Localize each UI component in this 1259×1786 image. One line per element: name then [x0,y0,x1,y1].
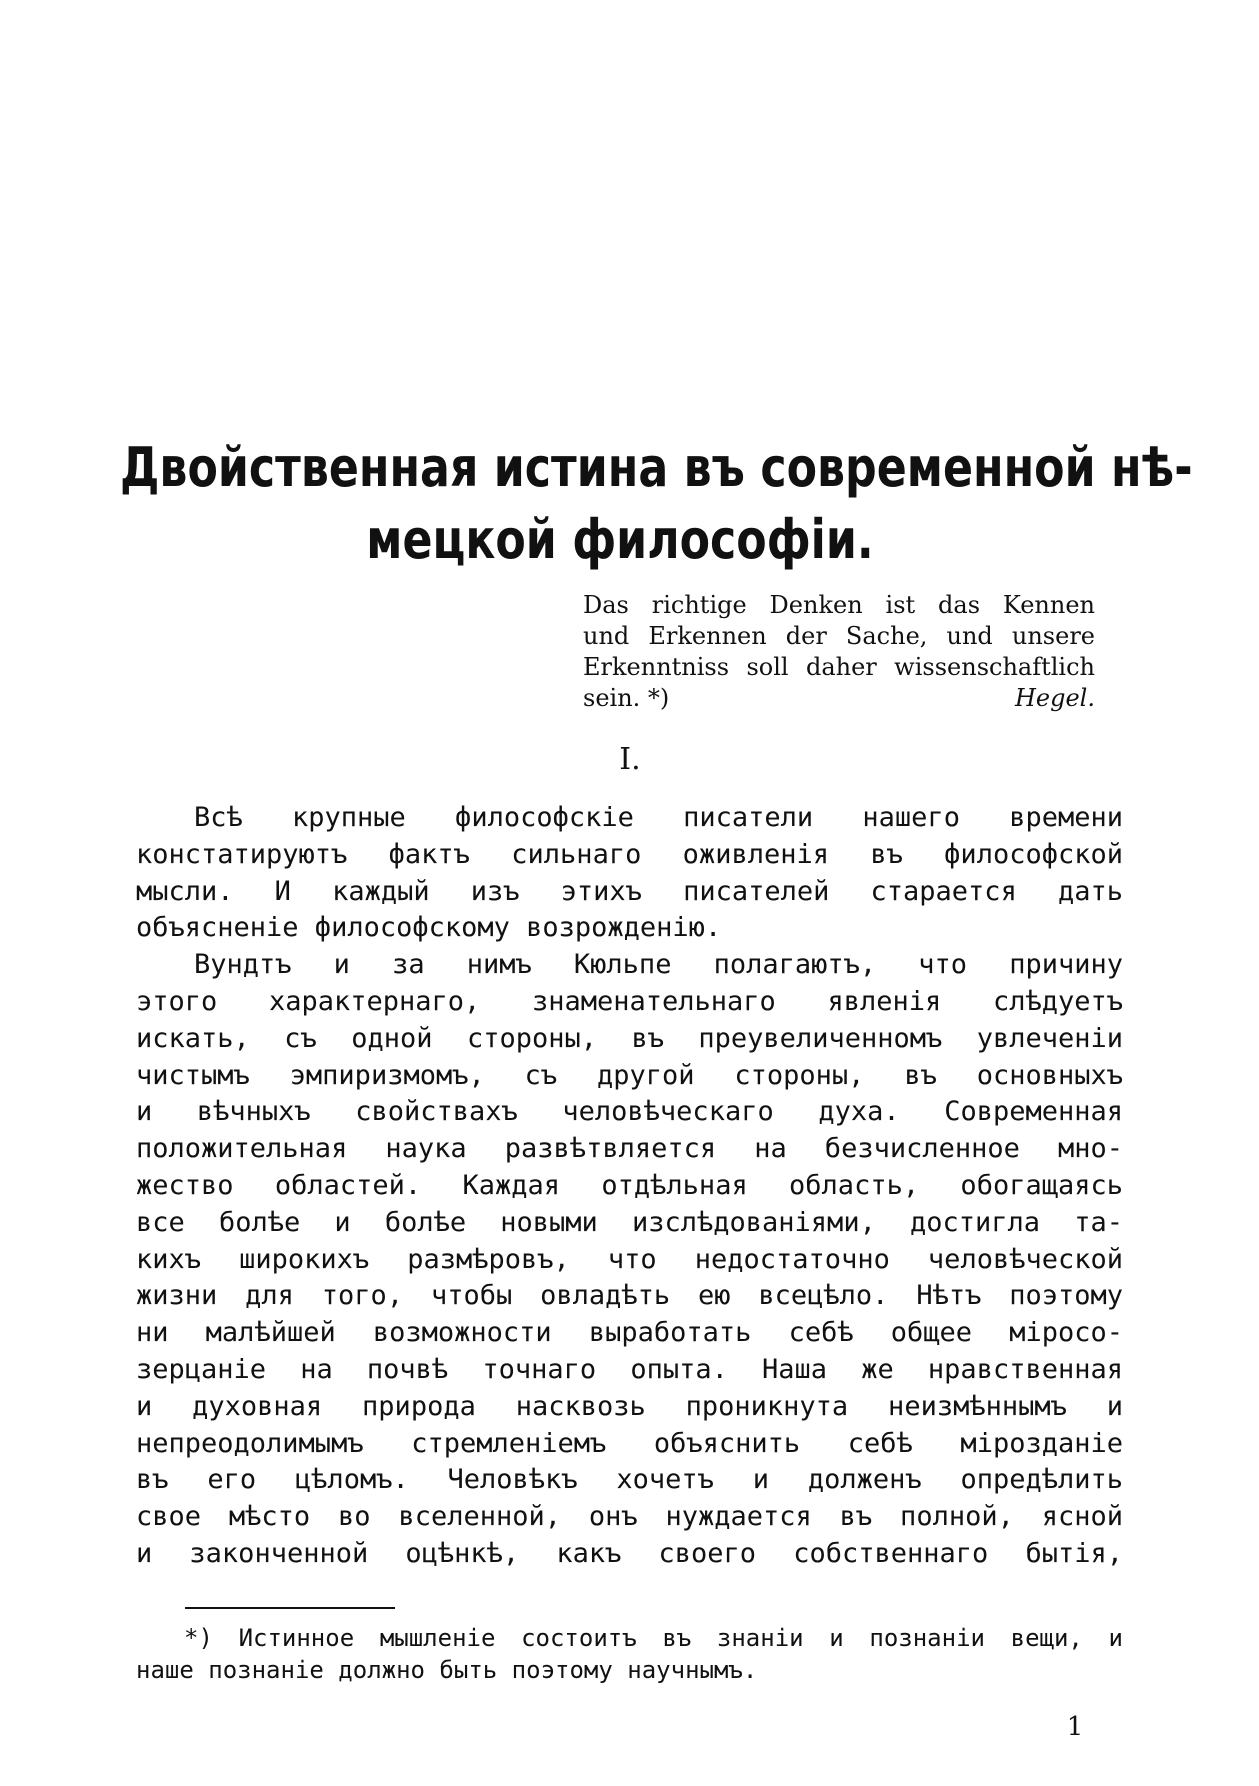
page-number: 1 [1066,1712,1084,1742]
epigraph-line: und Erkennen der Sache, und unsere [583,622,1095,650]
title-line-2: мецкой философіи. [366,508,874,571]
body-text [136,800,1123,1573]
body-line: объясненіе философскому возрожденію. [136,912,722,944]
epigraph-last-line [583,683,1095,714]
body-line: Вундтъ и за нимъ Кюльпе полагаютъ, что причину [194,949,1123,981]
body-line: и вѣчныхъ свойствахъ человѣческаго духа. Современная [136,1096,1123,1128]
article-title [120,432,1193,576]
epigraph-line: Erkenntniss soll daher wissenschaftlich [583,653,1095,681]
body-line: ни малѣйшей возможности выработать себѣ общее міросо- [136,1317,1123,1349]
body-line: этого характернаго, знаменательнаго явленія слѣдуетъ [136,985,1123,1017]
footnote-divider [185,1607,395,1609]
body-line: и законченной оцѣнкѣ, какъ своего собственнаго бытія, [136,1537,1123,1569]
body-line: Всѣ крупные философскіе писатели нашего времени [194,802,1123,833]
epigraph-line: Das richtige Denken ist das Kennen [583,591,1095,619]
footnote-line: наше познаніе должно быть поэтому научнымъ. [136,1656,758,1684]
body-line: искать, съ одной стороны, въ преувеличенномъ увлеченіи [136,1022,1123,1054]
body-line: констатируютъ фактъ сильнаго оживленія въ философской [136,838,1123,870]
body-line: въ его цѣломъ. Человѣкъ хочетъ и долженъ опредѣлить [136,1464,1123,1496]
body-line: жизни для того, чтобы овладѣть ею всецѣло. Нѣтъ поэтому [136,1280,1123,1312]
body-line: зерцаніе на почвѣ точнаго опыта. Наша же нравственная [136,1353,1123,1385]
body-line: жество областей. Каждая отдѣльная область, обогащаясь [136,1169,1123,1201]
footnote [136,1622,1123,1686]
epigraph [583,590,1095,714]
epigraph-author: Hegel. [1014,684,1095,712]
title-line-1: Двойственная истина въ современной нѣ- [120,436,1193,499]
epigraph-line: sein. *) [583,684,670,712]
body-line: чистымъ эмпиризмомъ, съ другой стороны, въ основныхъ [136,1059,1123,1091]
section-number: I. [619,742,641,777]
body-line: непреодолимымъ стремленіемъ объяснить себѣ мірозданіе [136,1427,1123,1459]
body-line: и духовная природа насквозь проникнута неизмѣннымъ и [136,1390,1123,1422]
footnote-line: *) Истинное мышленіе состоитъ въ знаніи и познаніи вещи, и [184,1624,1123,1652]
body-line: мысли. И каждый изъ этихъ писателей старается дать [136,875,1123,907]
body-line: положительная наука развѣтвляется на безчисленное мно- [136,1133,1123,1165]
body-line: все болѣе и болѣе новыми изслѣдованіями, достигла та- [136,1206,1123,1238]
body-line: свое мѣсто во вселенной, онъ нуждается въ полной, ясной [136,1501,1123,1533]
body-line: кихъ широкихъ размѣровъ, что недостаточно человѣческой [136,1243,1123,1275]
